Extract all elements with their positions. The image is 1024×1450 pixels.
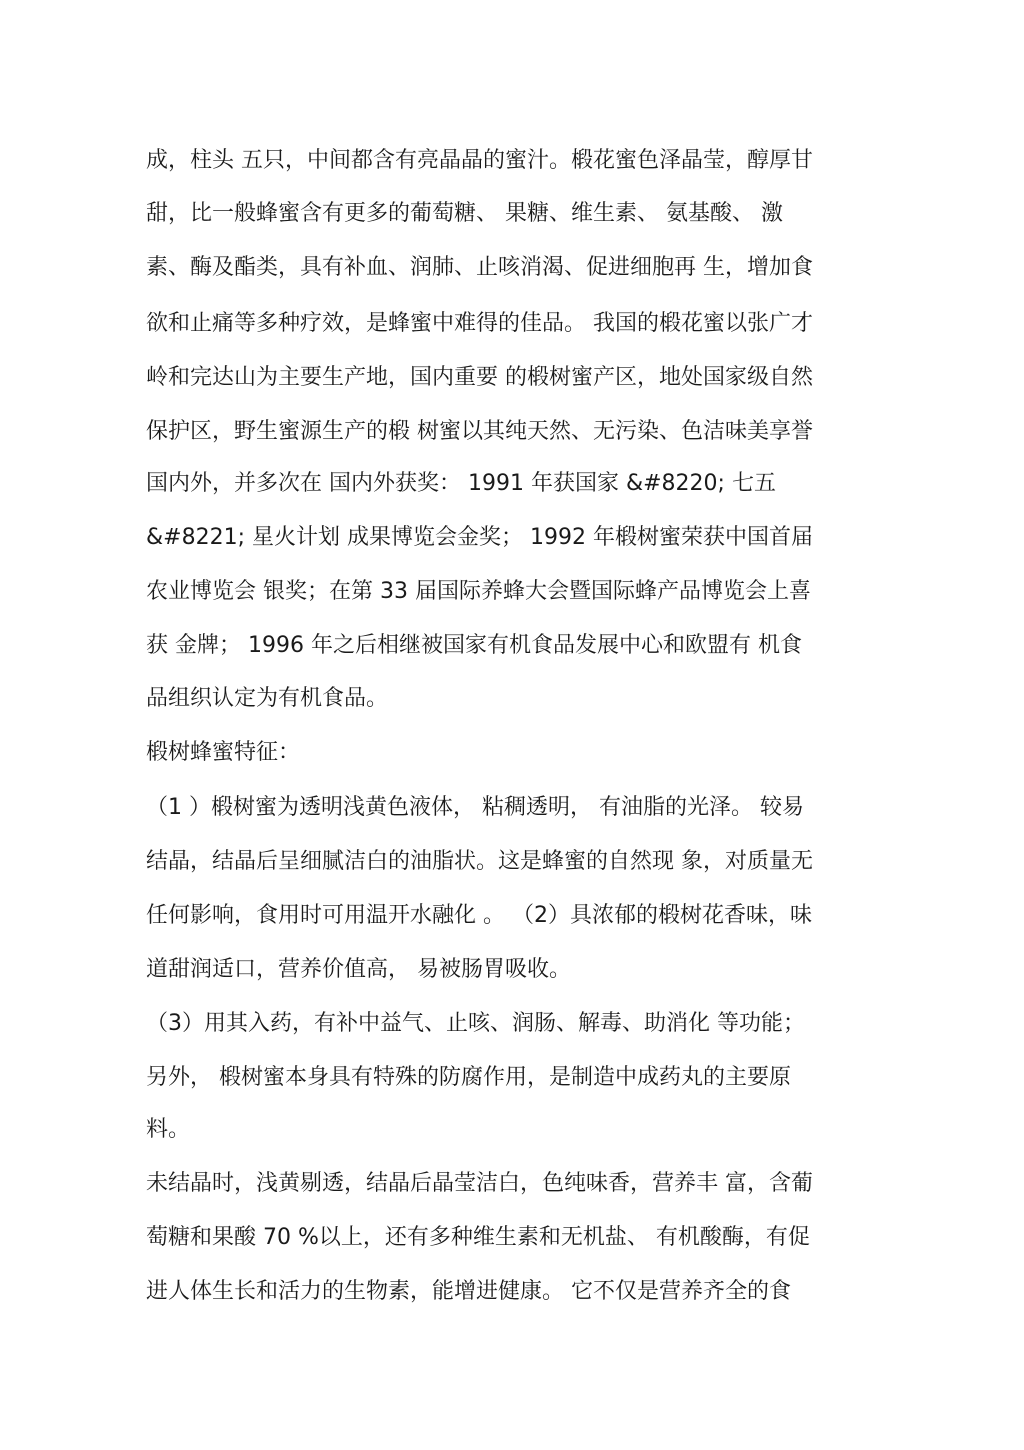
text-line: 任何影响，食用时可用温开水融化 。 （2）具浓郁的椴树花香味，味 <box>146 903 812 928</box>
text-line: 结晶，结晶后呈细腻洁白的油脂状。这是蜂蜜的自然现 象，对质量无 <box>146 849 813 874</box>
text-line: 保护区，野生蜜源生产的椴 树蜜以其纯天然、无污染、色洁味美享誉 <box>146 419 813 444</box>
text-line: 道甜润适口，营养价值高， 易被肠胃吸收。 <box>146 957 571 982</box>
text-line: 另外， 椴树蜜本身具有特殊的防腐作用，是制造中成药丸的主要原 <box>146 1065 791 1090</box>
text-line: 甜，比一般蜂蜜含有更多的葡萄糖、 果糖、维生素、 氨基酸、 激 <box>146 201 783 226</box>
text-line: 成，柱头 五只，中间都含有亮晶晶的蜜汁。椴花蜜色泽晶莹，醇厚甘 <box>146 148 813 173</box>
text-line: 岭和完达山为主要生产地，国内重要 的椴树蜜产区，地处国家级自然 <box>146 365 813 390</box>
text-line: &#8221; 星火计划 成果博览会金奖； 1992 年椴树蜜荣获中国首届 <box>146 525 813 550</box>
text-line: （3）用其入药，有补中益气、止咳、润肠、解毒、助消化 等功能； <box>146 1011 805 1036</box>
text-line: 国内外，并多次在 国内外获奖： 1991 年获国家 &#8220; 七五 <box>146 471 776 496</box>
text-line: 素、酶及酯类，具有补血、润肺、止咳消渴、促进细胞再 生，增加食 <box>146 255 813 280</box>
text-line: 料。 <box>146 1117 191 1142</box>
text-line: （1 ）椴树蜜为透明浅黄色液体， 粘稠透明， 有油脂的光泽。 较易 <box>146 795 804 820</box>
text-line: 进人体生长和活力的生物素，能增进健康。 它不仅是营养齐全的食 <box>146 1279 791 1304</box>
text-line: 品组织认定为有机食品。 <box>146 686 389 711</box>
text-line: 萄糖和果酸 70 %以上，还有多种维生素和无机盐、 有机酸酶，有促 <box>146 1225 810 1250</box>
text-line: 未结晶时，浅黄剔透，结晶后晶莹洁白，色纯味香，营养丰 富，含葡 <box>146 1171 813 1196</box>
text-line: 欲和止痛等多种疗效，是蜂蜜中难得的佳品。 我国的椴花蜜以张广才 <box>146 311 813 336</box>
section-heading: 椴树蜂蜜特征： <box>146 740 301 765</box>
text-line: 农业博览会 银奖；在第 33 届国际养蜂大会暨国际蜂产品博览会上喜 <box>146 579 811 604</box>
text-line: 获 金牌； 1996 年之后相继被国家有机食品发展中心和欧盟有 机食 <box>146 633 802 658</box>
